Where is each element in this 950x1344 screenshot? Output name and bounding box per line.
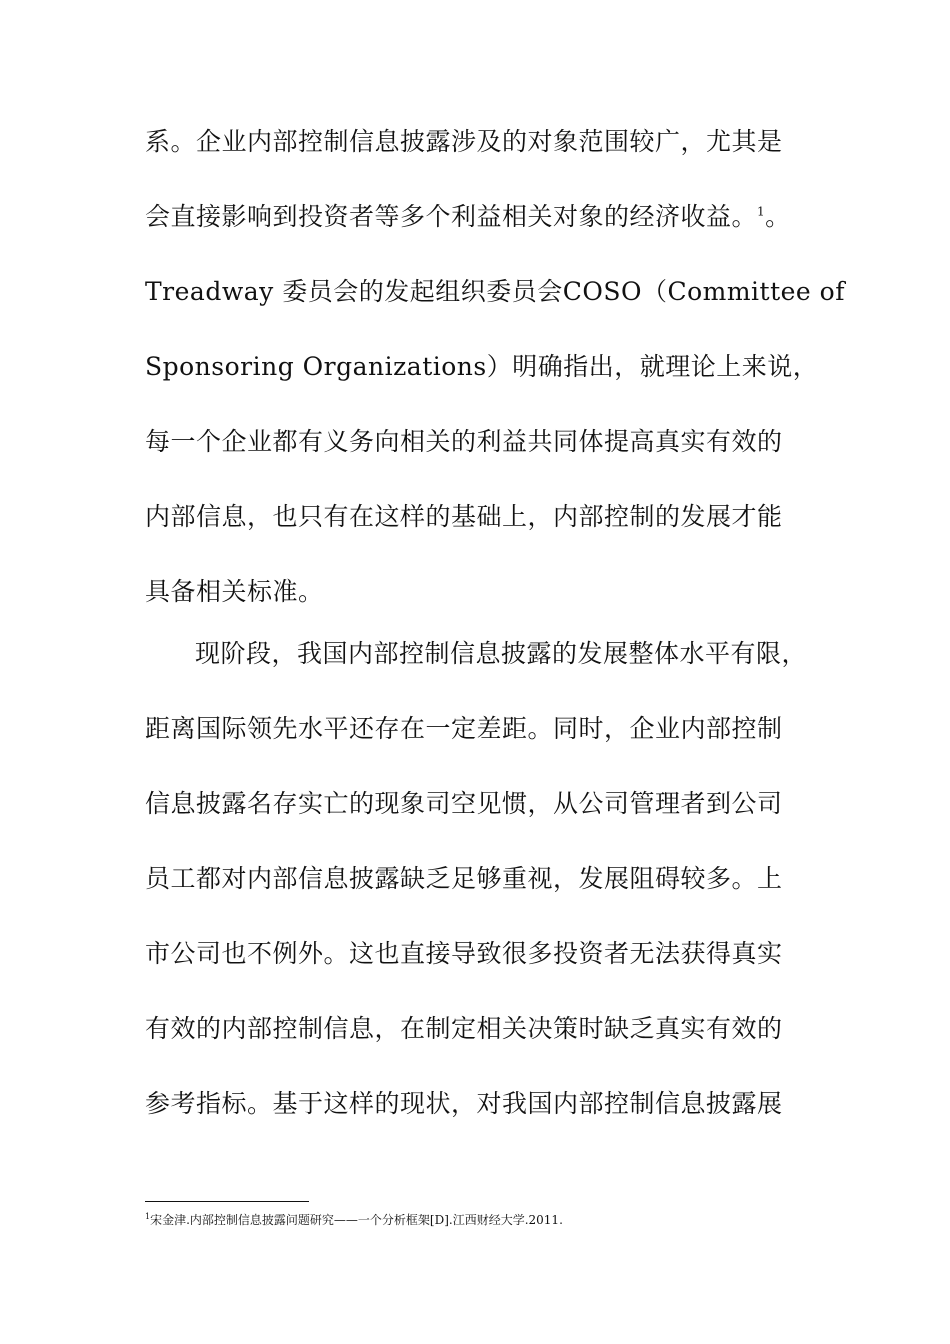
body-line-12: 市公司也不例外。这也直接导致很多投资者无法获得真实 xyxy=(145,939,783,968)
body-line-1: 系。企业内部控制信息披露涉及的对象范围较广，尤其是 xyxy=(145,127,783,156)
footnote xyxy=(145,1213,563,1227)
body-line-9: 距离国际领先水平还存在一定差距。同时，企业内部控制 xyxy=(145,714,783,743)
body-line-11: 员工都对内部信息披露缺乏足够重视，发展阻碍较多。上 xyxy=(145,864,783,893)
footnote-divider xyxy=(145,1201,309,1202)
body-line-14: 参考指标。基于这样的现状，对我国内部控制信息披露展 xyxy=(145,1089,783,1118)
body-line-8: 现阶段，我国内部控制信息披露的发展整体水平有限， xyxy=(195,639,808,668)
body-line-5: 每一个企业都有义务向相关的利益共同体提高真实有效的 xyxy=(145,427,783,456)
body-line-6: 内部信息，也只有在这样的基础上，内部控制的发展才能 xyxy=(145,502,783,531)
body-line-13: 有效的内部控制信息，在制定相关决策时缺乏真实有效的 xyxy=(145,1014,783,1043)
body-line-2-text: 会直接影响到投资者等多个利益相关对象的经济收益。 xyxy=(145,202,758,231)
body-line-2 xyxy=(145,202,791,232)
body-line-7: 具备相关标准。 xyxy=(145,577,324,606)
footnote-number: 1 xyxy=(145,1212,151,1221)
body-line-10: 信息披露名存实亡的现象司空见惯，从公司管理者到公司 xyxy=(145,789,783,818)
footnote-text: 宋金津.内部控制信息披露问题研究——一个分析框架[D].江西财经大学.2011. xyxy=(150,1213,563,1227)
body-line-3: Treadway 委员会的发起组织委员会COSO（Committee of xyxy=(145,277,845,306)
footnote-reference[interactable]: 1 xyxy=(757,204,766,219)
body-line-2-tail: 。 xyxy=(765,202,791,231)
body-line-4: Sponsoring Organizations）明确指出，就理论上来说， xyxy=(145,352,819,381)
